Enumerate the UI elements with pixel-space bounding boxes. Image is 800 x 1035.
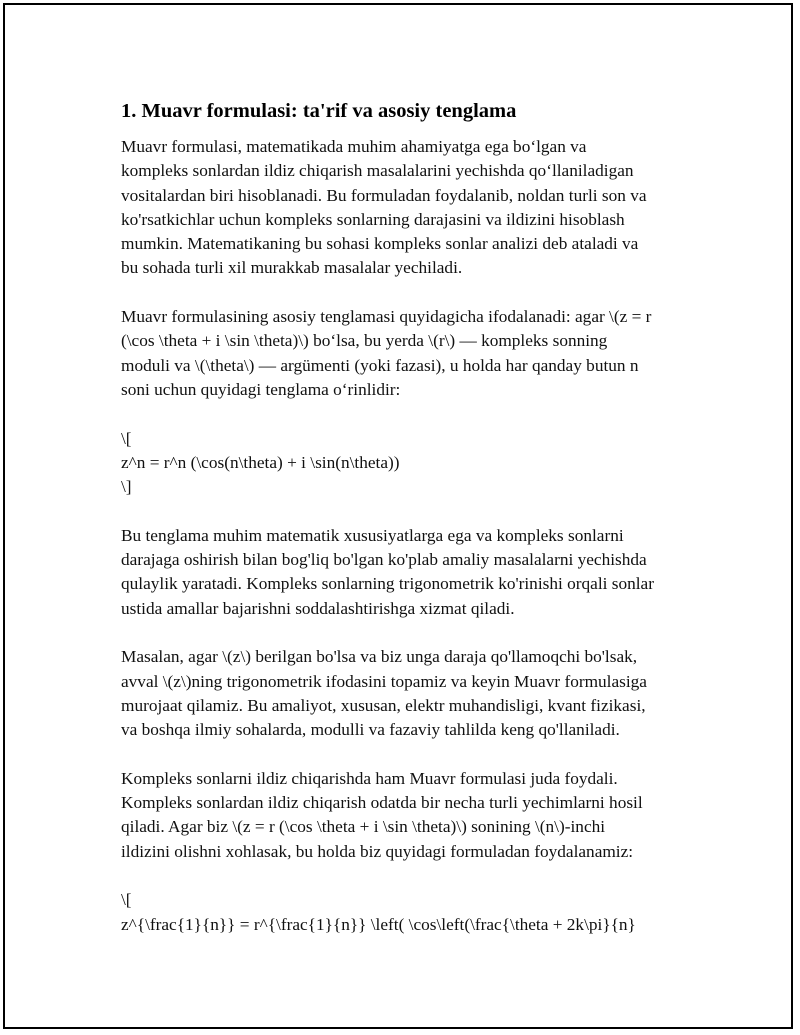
formula-block-roots: [121, 888, 701, 937]
text-line: qulaylik yaratadi. Kompleks sonlarning trigonometrik ko'rinishi orqali sonlar: [121, 574, 654, 594]
text-line: Muavr formulasi, matematikada muhim ahamiyatga ega bo‘lgan va: [121, 137, 587, 156]
text-line: ko'rsatkichlar uchun kompleks sonlarning darajasini va ildizini hisoblash: [121, 209, 625, 229]
paragraph-example: [121, 645, 701, 742]
text-line: Kompleks sonlarni ildiz chiqarishda ham Muavr formulasi juda foydali.: [121, 768, 618, 788]
text-line: darajaga oshirish bilan bog'liq bo'lgan ko'plab amaliy masalalarni yechishda: [121, 550, 647, 570]
text-line: avval \(z\)ning trigonometrik ifodasini topamiz va keyin Muavr formulasiga: [121, 671, 647, 691]
paragraph-properties: [121, 524, 701, 621]
text-line: mumkin. Matematikaning bu sohasi kompleks sonlar analizi deb ataladi va: [121, 234, 639, 254]
text-line: (\cos \theta + i \sin \theta)\) bo‘lsa, bu yerda \(r\) — kompleks sonning: [121, 331, 608, 351]
text-line: Kompleks sonlardan ildiz chiqarish odatda bir necha turli yechimlarni hosil: [121, 793, 643, 813]
text-line: Bu tenglama muhim matematik xususiyatlarga ega va kompleks sonlarni: [121, 525, 624, 545]
text-line: kompleks sonlardan ildiz chiqarish masalalarini yechishda qo‘llaniladigan: [121, 161, 634, 181]
paragraph-definition: [121, 135, 701, 281]
text-line: Muavr formulasining asosiy tenglamasi quyidagicha ifodalanadi: agar \(z = r: [121, 307, 652, 327]
text-line: ustida amallar bajarishni soddalashtirishga xizmat qiladi.: [121, 598, 515, 618]
paragraph-roots: [121, 767, 701, 864]
text-line: soni uchun quyidagi tenglama o‘rinlidir:: [121, 379, 401, 399]
text-line: vositalardan biri hisoblanadi. Bu formuladan foydalanib, noldan turli son va: [121, 185, 647, 205]
formula-line: z^n = r^n (\cos(n\theta) + i \sin(n\theta)): [121, 452, 400, 472]
formula-line: \[: [121, 428, 132, 448]
text-line: ildizini olishni xohlasak, bu holda biz quyidagi formuladan foydalanamiz:: [121, 841, 634, 861]
text-line: Masalan, agar \(z\) berilgan bo'lsa va biz unga daraja qo'llamoqchi bo'lsak,: [121, 647, 638, 667]
text-line: va boshqa ilmiy sohalarda, modulli va fazaviy tahlilda keng qo'llaniladi.: [121, 720, 620, 740]
formula-block-power: [121, 427, 701, 500]
formula-line: \[: [121, 890, 132, 910]
document-page: [3, 3, 793, 1029]
formula-line: \]: [121, 477, 132, 497]
formula-line: z^{\frac{1}{n}} = r^{\frac{1}{n}} \left( \cos\left(\frac{\theta + 2k\pi}{n}: [121, 914, 636, 934]
text-line: murojaat qilamiz. Bu amaliyot, xususan, elektr muhandisligi, kvant fizikasi,: [121, 695, 646, 715]
section-heading: 1. Muavr formulasi: ta'rif va asosiy tenglama: [121, 100, 517, 122]
paragraph-basic-equation: [121, 305, 701, 402]
text-line: qiladi. Agar biz \(z = r (\cos \theta + i \sin \theta)\) sonining \(n\)-inchi: [121, 817, 606, 837]
text-line: bu sohada turli xil murakkab masalalar yechiladi.: [121, 258, 463, 278]
document-body: [121, 97, 701, 961]
text-line: moduli va \(\theta\) — argümenti (yoki fazasi), u holda har qanday butun n: [121, 355, 639, 375]
